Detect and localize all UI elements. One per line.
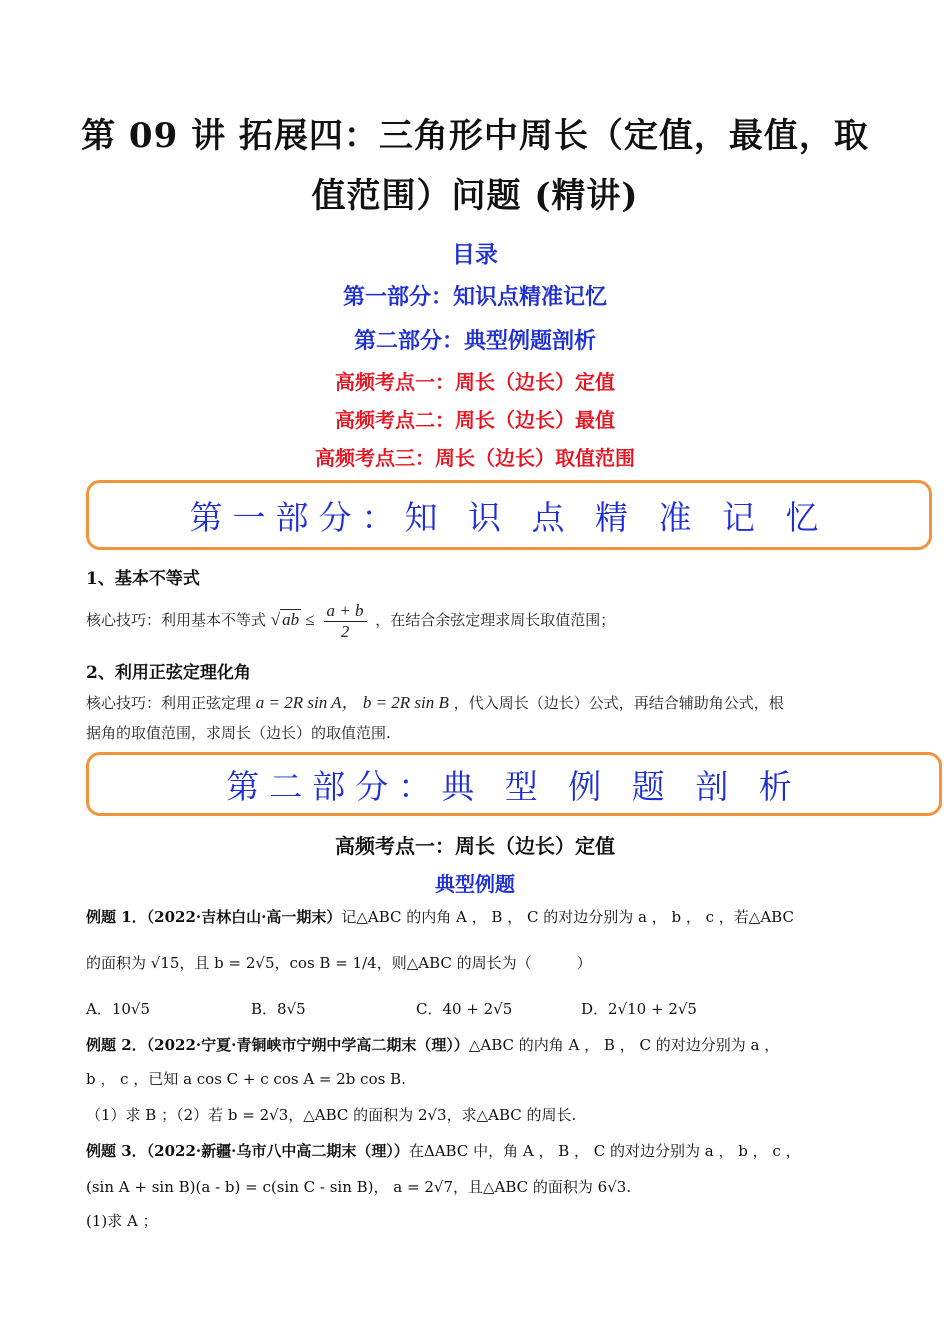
formula-sine-rule: a = 2R sin A， b = 2R sin B [255,693,449,712]
item1-text [86,600,615,642]
example3-source: （2022·新疆·乌市八中高二期末（理）） [146,1142,409,1160]
doc-title-line1: 第 09 讲 拓展四：三角形中周长（定值，最值，取 [81,116,869,156]
example1-option-c[interactable]: C．40 + 2√5 [416,1000,513,1018]
doc-title-line2: 值范围）问题 (精讲) [311,176,639,216]
example1-source: （2022·吉林白山·高一期末） [146,908,342,926]
example2-text3: （1）求 B ；（2）若 b = 2√3，△ABC 的面积为 2√3，求△ABC 的周长. [86,1106,577,1124]
item2-mid: ，代入周长（边长）公式，再结合辅助角公式，根 [453,694,784,712]
section1-banner: 第一部分：知 识 点 精 准 记 忆 [86,480,932,550]
example1-text1: 记△ABC 的内角 A ， B ， C 的对边分别为 a ， b ， c ，若△ABC [341,908,794,926]
example3-line1 [86,1140,801,1161]
examples-title: 典型例题 [435,872,515,896]
formula-sqrt-ab: √ ab ≤ [270,610,315,629]
toc-part1[interactable]: 第一部分：知识点精准记忆 [342,284,607,310]
example1-line1 [86,906,794,927]
toc-point1[interactable]: 高频考点一：周长（边长）定值 [335,370,615,394]
example1-options [86,998,866,1020]
item2-line2: 据角的取值范围，求周长（边长）的取值范围. [86,724,391,742]
item2-heading: 2、利用正弦定理化角 [86,663,251,683]
example3-text3: (1)求 A ； [86,1212,158,1230]
example2-text2: b ， c ，已知 a cos C + c cos A = 2b cos B. [86,1070,406,1088]
example3-text1: 在ΔABC 中，角 A ， B ， C 的对边分别为 a ， b ， c ， [408,1142,801,1160]
example1-option-d[interactable]: D．2√10 + 2√5 [581,1000,697,1018]
item1-suffix: ，在结合余弦定理求周长取值范围； [375,611,616,629]
item2-prefix: 核心技巧：利用正弦定理 [86,694,252,712]
example3-text2: (sin A + sin B)(a - b) = c(sin C - sin B)， a = 2√7，且△ABC 的面积为 6√3. [86,1178,632,1196]
point1-title: 高频考点一：周长（边长）定值 [335,834,615,858]
section2-banner: 第二部分：典 型 例 题 剖 析 [86,752,942,816]
example1-option-b[interactable]: B．8√5 [251,1000,306,1018]
toc-point3[interactable]: 高频考点三：周长（边长）取值范围 [315,446,635,470]
item1-heading: 1、基本不等式 [86,569,200,589]
toc-heading: 目录 [452,241,498,268]
example2-text1: △ABC 的内角 A ， B ， C 的对边分别为 a ， [468,1036,780,1054]
example2-source: （2022·宁夏·青铜峡市宁朔中学高二期末（理）） [146,1036,469,1054]
example1-option-a[interactable]: A．10√5 [86,1000,151,1018]
example3-label: 例题 3． [86,1142,147,1160]
toc-point2[interactable]: 高频考点二：周长（边长）最值 [335,408,615,432]
example2-line1 [86,1034,779,1055]
example2-label: 例题 2． [86,1036,147,1054]
example1-label: 例题 1． [86,908,147,926]
toc-part2[interactable]: 第二部分：典型例题剖析 [353,328,596,354]
formula-frac-a-plus-b-over-2: $\frac{a + b}{2}$ [324,601,367,642]
example1-text2: 的面积为 √15，且 b = 2√5，cos B = 1/4，则△ABC 的周长为（ ） [86,954,592,972]
item1-prefix: 核心技巧：利用基本不等式 [86,611,267,629]
item2-text [86,688,784,718]
